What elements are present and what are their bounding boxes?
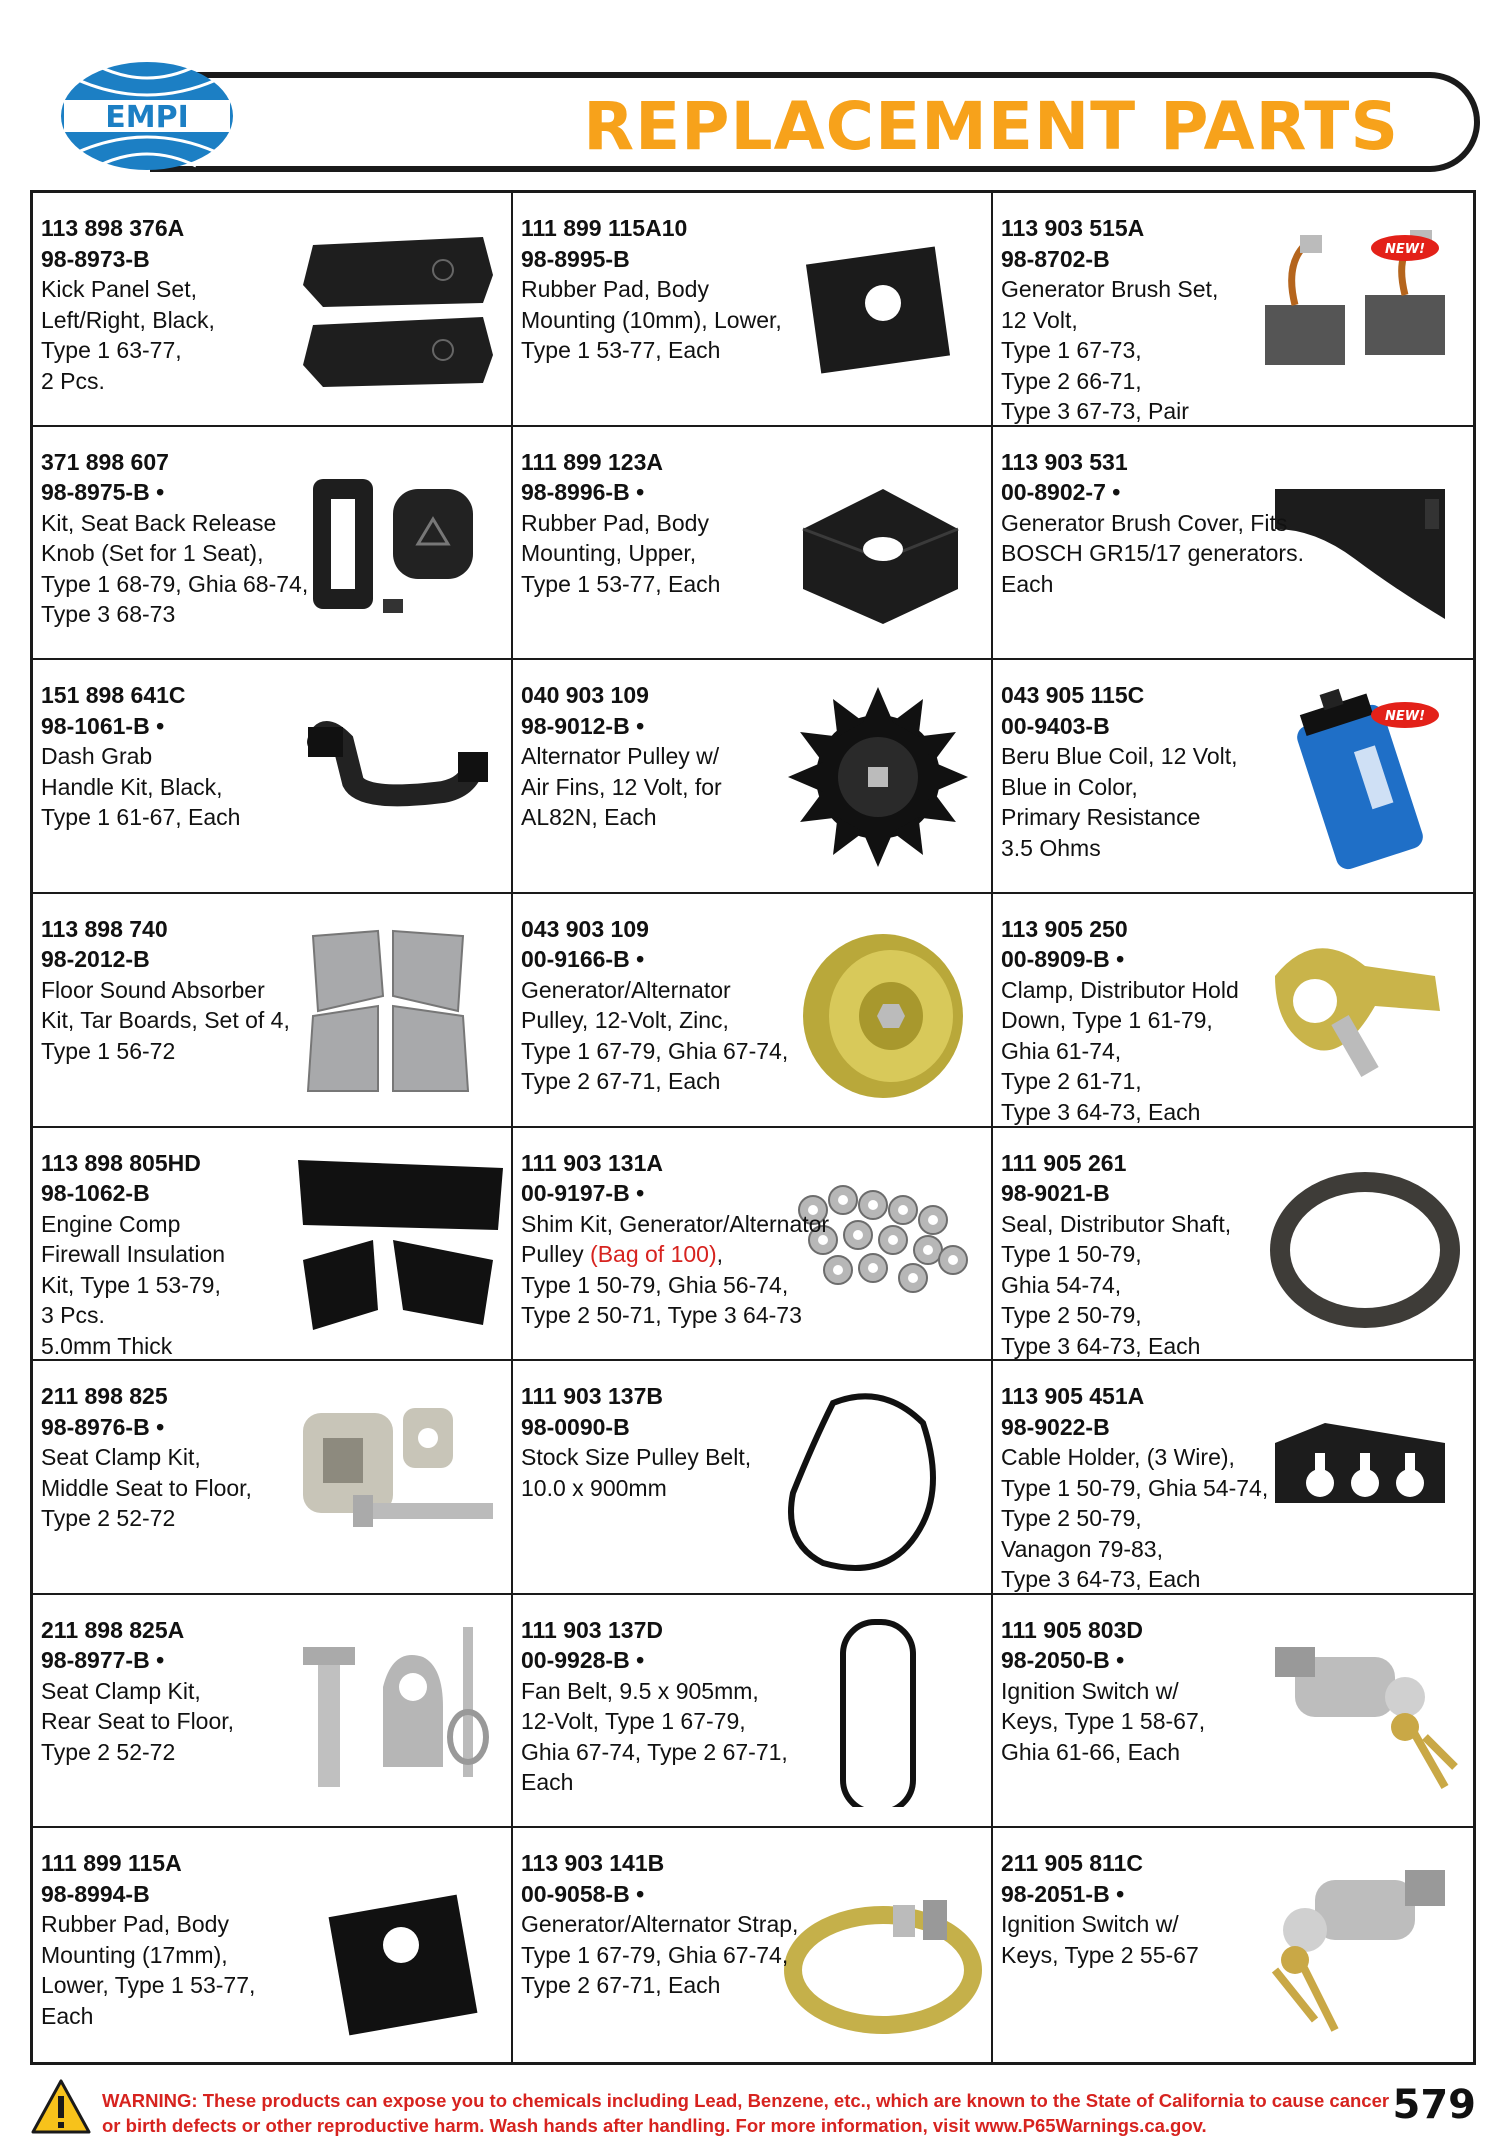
- part-description-text: Generator/Alternator Strap, Type 1 67-79, Ghia 67-74, Type 2 67-71, Each: [521, 1911, 799, 1999]
- part-cell: [33, 1361, 513, 1595]
- part-number: 111 903 137B: [521, 1383, 663, 1410]
- part-description: [521, 1442, 751, 1503]
- part-text: [41, 1381, 252, 1534]
- page-header: [0, 0, 1500, 185]
- part-number: 111 903 137D: [521, 1616, 663, 1643]
- part-description-text: Stock Size Pulley Belt, 10.0 x 900mm: [521, 1444, 752, 1501]
- part-description-text: Generator Brush Set, 12 Volt, Type 1 67-73, Type 2 66-71, Type 3 67-73, Pair: [1001, 276, 1219, 424]
- part-cell: [33, 1128, 513, 1362]
- part-text: [41, 914, 290, 1067]
- part-sku: 00-9166-B •: [521, 946, 645, 973]
- part-description-text: , Type 1 50-79, Ghia 56-74, Type 2 50-71, Type 3 64-73: [521, 1241, 802, 1328]
- page-title: REPLACEMENT PARTS: [583, 88, 1399, 165]
- seat-clamp-rear-icon: [293, 1617, 503, 1807]
- rubber-pad-17-icon: [293, 1850, 503, 2040]
- pulley-belt-icon: [773, 1383, 983, 1573]
- seat-clamp-middle-icon: [293, 1383, 503, 1573]
- part-cell: [33, 193, 513, 427]
- part-text: [41, 1148, 225, 1362]
- part-description: [521, 975, 788, 1097]
- part-cell: [513, 894, 993, 1128]
- page-footer: [30, 2072, 1476, 2150]
- cable-holder-icon: [1255, 1383, 1465, 1573]
- part-cell: [513, 1128, 993, 1362]
- part-description-text: Engine Comp Firewall Insulation Kit, Type 1 53-79, 3 Pcs. 5.0mm Thick: [41, 1210, 226, 1359]
- part-description: [521, 1209, 829, 1331]
- title-banner: [150, 72, 1480, 172]
- ignition-switch-icon: [1255, 1617, 1465, 1807]
- part-sku: 98-8976-B •: [41, 1413, 165, 1440]
- part-text: [1001, 447, 1304, 600]
- part-description: [41, 508, 308, 630]
- part-text: [521, 1848, 798, 2001]
- part-number: 043 903 109: [521, 915, 649, 942]
- part-sku: 98-9021-B: [1001, 1180, 1110, 1206]
- part-sku: 00-9197-B •: [521, 1180, 645, 1206]
- part-description: [1001, 1209, 1231, 1362]
- part-sku: 98-2050-B •: [1001, 1647, 1125, 1674]
- part-number: 113 905 250: [1001, 915, 1128, 942]
- part-cell: [513, 1828, 993, 2062]
- part-description-text: Dash Grab Handle Kit, Black, Type 1 61-67, Each: [41, 743, 241, 831]
- part-description-text: Seat Clamp Kit, Middle Seat to Floor, Type 2 52-72: [41, 1444, 252, 1532]
- part-description: [1001, 274, 1218, 427]
- part-text: [1001, 1615, 1205, 1768]
- part-sku: 00-9403-B: [1001, 712, 1110, 739]
- part-description-text: Rubber Pad, Body Mounting (10mm), Lower, Type 1 53-77, Each: [521, 276, 782, 363]
- part-cell: [33, 1828, 513, 2062]
- part-number: 113 903 515A: [1001, 215, 1145, 241]
- part-number: 111 899 115A: [41, 1850, 182, 1877]
- part-text: [1001, 1148, 1231, 1362]
- part-description: [41, 274, 215, 396]
- part-sku: 98-1061-B •: [41, 712, 165, 739]
- part-text: [521, 447, 720, 600]
- new-badge: [1369, 700, 1441, 730]
- logo-text: EMPI: [105, 100, 189, 135]
- page-number: 579: [1392, 2082, 1476, 2128]
- part-text: [521, 1615, 788, 1798]
- part-number: 113 905 451A: [1001, 1383, 1145, 1410]
- part-description: [521, 274, 782, 366]
- part-text: [521, 1381, 751, 1503]
- part-description: [521, 1909, 798, 2001]
- part-description: [521, 741, 722, 833]
- part-description-text: Generator/Alternator Pulley, 12-Volt, Zinc, Type 1 67-79, Ghia 67-74, Type 2 67-71, Each: [521, 976, 789, 1095]
- rubber-pad-upper-icon: [773, 449, 983, 639]
- part-text: [41, 680, 240, 833]
- part-sku: 98-0090-B: [521, 1413, 630, 1440]
- part-sku: 98-1062-B: [41, 1180, 150, 1206]
- part-number: 040 903 109: [521, 682, 649, 709]
- part-cell: [33, 894, 513, 1128]
- part-text: [521, 213, 782, 366]
- part-description-text: Kick Panel Set, Left/Right, Black, Type 1 63-77, 2 Pcs.: [41, 276, 215, 394]
- part-text: [1001, 1381, 1268, 1595]
- part-cell: [33, 1595, 513, 1829]
- distributor-clamp-icon: [1255, 916, 1465, 1106]
- part-description-text: Seal, Distributor Shaft, Type 1 50-79, Ghia 54-74, Type 2 50-79, Type 3 64-73, Each: [1001, 1210, 1232, 1359]
- part-text: [521, 914, 788, 1097]
- part-number: 111 905 803D: [1001, 1616, 1143, 1643]
- part-number: 371 898 607: [41, 448, 169, 475]
- part-description: [41, 1676, 234, 1768]
- part-text: [1001, 680, 1238, 863]
- part-number: 113 898 376A: [41, 215, 185, 241]
- part-description-text: Generator Brush Cover, Fits BOSCH GR15/17 generators. Each: [1001, 509, 1304, 597]
- part-sku: 98-8994-B: [41, 1880, 150, 1907]
- part-description-text: Kit, Seat Back Release Knob (Set for 1 Seat), Type 1 68-79, Ghia 68-74, Type 3 68-73: [41, 509, 309, 628]
- part-cell: [513, 427, 993, 661]
- part-sku: 00-8902-7 •: [1001, 479, 1121, 506]
- part-text: [521, 1148, 829, 1331]
- part-number: 211 898 825: [41, 1383, 168, 1410]
- fan-pulley-icon: [773, 682, 983, 872]
- part-description: [1001, 508, 1304, 600]
- part-description: [41, 1209, 225, 1362]
- part-description-text: Rubber Pad, Body Mounting (17mm), Lower, Type 1 53-77, Each: [41, 1911, 256, 2029]
- part-description-text: Ignition Switch w/ Keys, Type 1 58-67, Ghia 61-66, Each: [1001, 1677, 1206, 1765]
- part-sku: 00-9058-B •: [521, 1880, 645, 1907]
- part-number: 043 905 115C: [1001, 682, 1145, 709]
- rubber-pad-icon: [773, 215, 983, 405]
- part-sku: 98-8702-B: [1001, 245, 1110, 272]
- part-description: [521, 508, 720, 600]
- part-description-text: Beru Blue Coil, 12 Volt, Blue in Color, Primary Resistance 3.5 Ohms: [1001, 743, 1238, 861]
- part-sku: 98-2012-B: [41, 946, 150, 973]
- part-cell: [513, 660, 993, 894]
- part-cell: [33, 427, 513, 661]
- part-description: [1001, 1676, 1205, 1768]
- part-sku: 98-2051-B •: [1001, 1880, 1125, 1907]
- part-description: [1001, 975, 1239, 1128]
- part-sku: 98-8977-B •: [41, 1647, 165, 1674]
- part-text: [41, 1615, 234, 1768]
- part-number: 111 899 123A: [521, 448, 663, 475]
- part-text: [41, 447, 308, 630]
- part-sku: 98-8995-B: [521, 245, 630, 272]
- part-text: [1001, 1848, 1199, 1970]
- part-cell: [513, 1361, 993, 1595]
- part-description: [41, 741, 240, 833]
- part-description: [1001, 1442, 1268, 1595]
- tar-boards-icon: [293, 916, 503, 1106]
- ignition-switch-2-icon: [1255, 1850, 1465, 2040]
- part-sku: 98-8973-B: [41, 245, 150, 272]
- part-description: [1001, 741, 1238, 863]
- part-text: [521, 680, 722, 833]
- new-badge-text: NEW!: [1384, 709, 1426, 725]
- part-sku: 98-8996-B •: [521, 479, 645, 506]
- part-number: 111 905 261: [1001, 1149, 1127, 1176]
- part-description: [41, 975, 290, 1067]
- part-cell: [993, 193, 1473, 427]
- part-number: 151 898 641C: [41, 682, 186, 709]
- empi-logo: [58, 60, 236, 172]
- grab-handle-icon: [293, 682, 503, 872]
- part-text: [41, 213, 215, 396]
- part-number: 211 898 825A: [41, 1616, 185, 1643]
- part-description: [41, 1442, 252, 1534]
- part-number: 113 903 141B: [521, 1850, 665, 1877]
- part-sku: 98-8975-B •: [41, 479, 165, 506]
- part-text: [1001, 914, 1239, 1128]
- part-cell: [993, 894, 1473, 1128]
- part-sku: 00-9928-B •: [521, 1647, 645, 1674]
- firewall-insulation-icon: [293, 1150, 503, 1340]
- part-description-text: Alternator Pulley w/ Air Fins, 12 Volt, for AL82N, Each: [521, 743, 722, 831]
- part-cell: [513, 193, 993, 427]
- fan-belt-icon: [773, 1617, 983, 1807]
- part-cell: [993, 1595, 1473, 1829]
- new-badge-text: NEW!: [1384, 242, 1426, 257]
- part-description-text: Cable Holder, (3 Wire), Type 1 50-79, Ghia 54-74, Type 2 50-79, Vanagon 79-83, Type 3 64-73, Each: [1001, 1444, 1269, 1593]
- part-description-text: Rubber Pad, Body Mounting, Upper, Type 1 53-77, Each: [521, 509, 721, 597]
- part-description: [1001, 1909, 1199, 1970]
- seal-ring-icon: [1255, 1150, 1465, 1340]
- seat-knob-icon: [293, 449, 503, 639]
- part-description: [41, 1909, 255, 2031]
- part-number: 111 899 115A10: [521, 215, 688, 241]
- part-sku: 98-9022-B: [1001, 1413, 1110, 1440]
- part-sku: 98-9012-B •: [521, 712, 645, 739]
- strap-icon: [773, 1850, 983, 2040]
- part-cell: [993, 1361, 1473, 1595]
- part-description: [521, 1676, 788, 1798]
- part-description-text: Seat Clamp Kit, Rear Seat to Floor, Type 2 52-72: [41, 1677, 235, 1765]
- parts-grid: [30, 190, 1476, 2065]
- new-badge: [1369, 233, 1441, 263]
- part-description-text: Ignition Switch w/ Keys, Type 2 55-67: [1001, 1911, 1199, 1968]
- part-sku: 00-8909-B •: [1001, 946, 1125, 973]
- part-cell: [993, 660, 1473, 894]
- part-cell: [33, 660, 513, 894]
- part-text: [1001, 213, 1218, 427]
- part-description-text: Clamp, Distributor Hold Down, Type 1 61-79, Ghia 61-74, Type 2 61-71, Type 3 64-73, Each: [1001, 976, 1239, 1125]
- part-description-text: Fan Belt, 9.5 x 905mm, 12-Volt, Type 1 67-79, Ghia 67-74, Type 2 67-71, Each: [521, 1677, 788, 1796]
- part-number: 111 903 131A: [521, 1149, 663, 1176]
- part-description-text: Shim Kit, Generator/Alternator Pulley: [521, 1210, 830, 1267]
- part-cell: [993, 1828, 1473, 2062]
- part-number: 113 903 531: [1001, 448, 1128, 475]
- part-number: 113 898 740: [41, 915, 168, 942]
- part-cell: [513, 1595, 993, 1829]
- prop65-warning: WARNING: These products can expose you to chemicals including Lead, Benzene, etc., which are known to the State of California to cause cancer or birth defects or other reproductive harm. Wash hands after handling. For more information, visit www.P65Warnings.ca.gov.: [102, 2090, 1390, 2136]
- part-cell: [993, 1128, 1473, 1362]
- zinc-pulley-icon: [773, 916, 983, 1106]
- part-cell: [993, 427, 1473, 661]
- part-number: 211 905 811C: [1001, 1850, 1143, 1877]
- part-description-text: Floor Sound Absorber Kit, Tar Boards, Set of 4, Type 1 56-72: [41, 976, 290, 1064]
- kick-panel-icon: [293, 215, 503, 405]
- part-description-highlight: (Bag of 100): [590, 1241, 717, 1267]
- part-text: [41, 1848, 255, 2031]
- warning-triangle-icon: [30, 2078, 92, 2136]
- part-number: 113 898 805HD: [41, 1149, 201, 1176]
